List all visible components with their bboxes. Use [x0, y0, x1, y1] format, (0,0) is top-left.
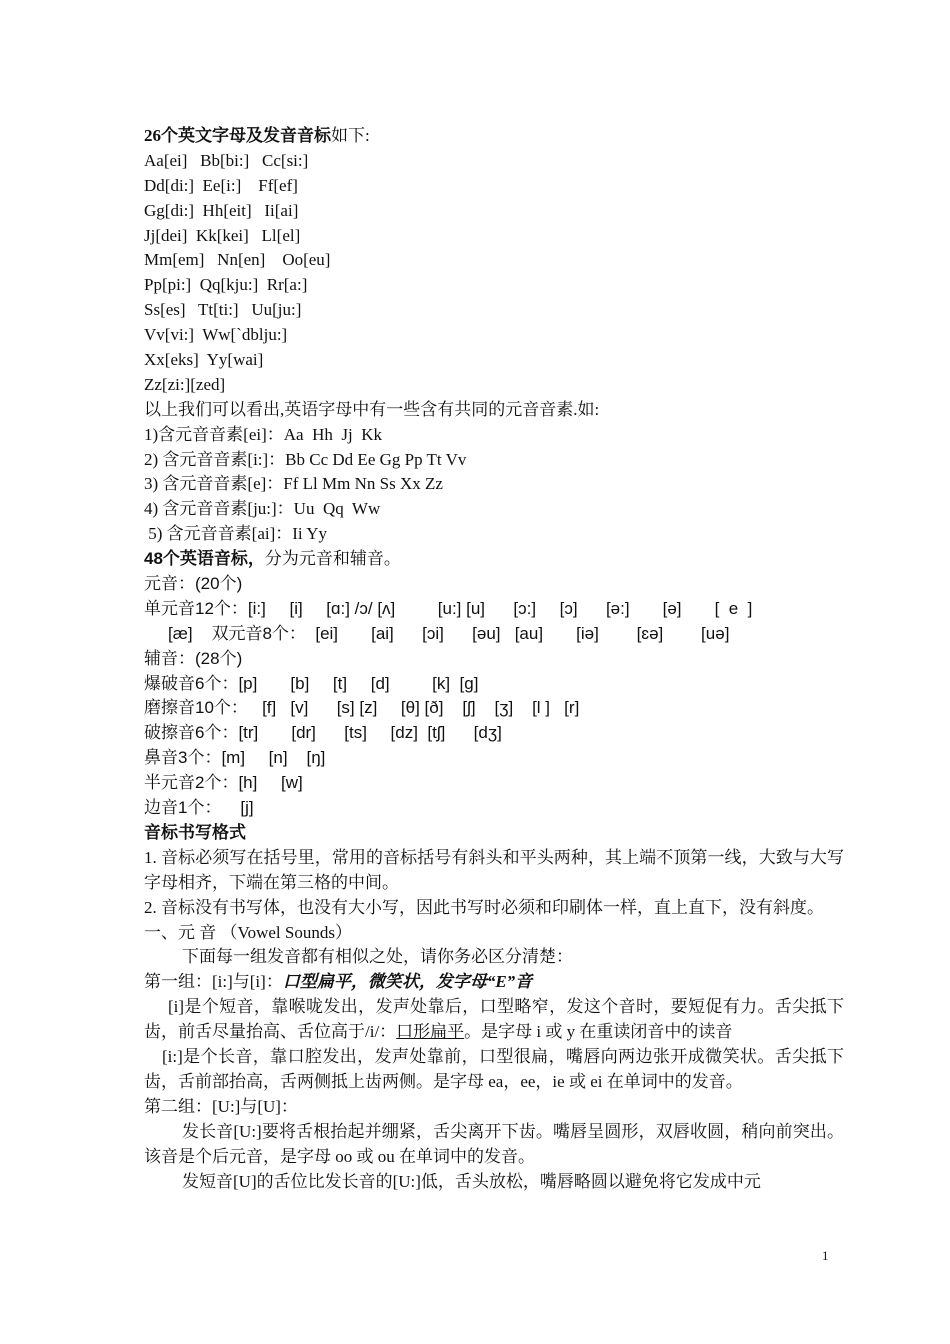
letter-row: Gg[di:] Hh[eit] Ii[ai] [144, 200, 299, 220]
paragraph-long-u-text: 发长音[U:]要将舌根抬起并绷紧，舌尖离开下齿。嘴唇呈圆形，双唇收圆，稍向前突出。该音是个后元音，是字母 oo 或 ou 在单词中的发音。 [144, 1121, 844, 1166]
letter-row: Mm[em] Nn[en] Oo[eu] [144, 250, 331, 270]
title-rest: 如下: [331, 126, 370, 145]
paragraph-short-u-text: 发短音[U]的舌位比发长音的[U:]低，舌头放松，嘴唇略圆以避免将它发成中元 [182, 1171, 761, 1191]
letter-row: Vv[vi:] Ww[`dblju:] [144, 325, 288, 345]
section-instruction: 下面每一组发音都有相似之处，请你务必区分清楚： [182, 947, 573, 967]
letter-row: Xx[eks] Yy[wai] [144, 350, 264, 370]
intro-text: 以上我们可以看出,英语字母中有一些含有共同的元音音素.如: [144, 399, 600, 419]
paragraph-short-i [144, 995, 844, 1045]
nasals-line: 鼻音3个：[m] [n] [ŋ] [144, 748, 326, 768]
vowel-group-item: 2) 含元音音素[i:]：Bb Cc Dd Ee Gg Pp Tt Vv [144, 449, 467, 469]
letter-row: Zz[zi:][zed] [144, 374, 226, 394]
vowel-group-list [144, 423, 844, 547]
phonetics-heading-bold: 48个英语音标， [144, 549, 265, 569]
letter-row: Dd[di:] Ee[i:] Ff[ef] [144, 175, 298, 195]
paragraph-long-u [144, 1120, 844, 1170]
document-body [144, 124, 844, 1194]
group1-label: 第一组：[i:]与[i]： [144, 972, 283, 992]
vowel-group-item: 4) 含元音音素[ju:]：Uu Qq Ww [144, 499, 381, 519]
paragraph-short-i-a: [i]是个短音，靠喉咙发出，发声处靠后，口型略窄，发这个音时，要短促有力。舌尖抵下齿，前舌尽量抬高、舌位高于/i/： [144, 997, 844, 1042]
paragraph-short-i-b: 。是字母 i 或 y 在重读闭音中的读音 [464, 1022, 733, 1042]
laterals-line: 边音1个： [j] [144, 798, 254, 818]
letter-row: Pp[pi:] Qq[kju:] Rr[a:] [144, 275, 308, 295]
monophthongs-line: 单元音12个：[i:] [i] [ɑ:] /ɔ/ [ʌ] [u:] [u] [ɔ:] [ɔ] [ə:] [ə] [ e ] [144, 598, 753, 618]
fricatives-line: 磨擦音10个： [f] [v] [s] [z] [θ] [ð] [ʃ] [ʒ] [l ] [r] [144, 698, 580, 718]
consonants-label: 辅音：(28个) [144, 648, 243, 668]
vowel-group-item: 5) 含元音音素[ai]：Ii Yy [144, 524, 328, 544]
phonetics-heading-rest: 分为元音和辅音。 [264, 549, 401, 569]
page-number: 1 [822, 1248, 829, 1263]
phonetics-heading [144, 547, 844, 572]
group1-heading [144, 970, 844, 995]
letter-list [144, 149, 844, 398]
paragraph-short-i-underline: 口形扁平 [396, 1022, 465, 1042]
vowel-group-item: 3) 含元音音素[e]：Ff Ll Mm Nn Ss Xx Zz [144, 474, 443, 494]
affricates-line: 破擦音6个：[tr] [dr] [ts] [dz] [tʃ] [dʒ] [144, 723, 502, 743]
group2-heading: 第二组：[U:]与[U]： [144, 1096, 298, 1116]
format-paragraph: 1. 音标必须写在括号里，常用的音标括号有斜头和平头两种，其上端不顶第一线，大致与大写字母相齐，下端在第三格的中间。 [144, 847, 844, 892]
title-line [144, 124, 844, 149]
format-heading: 音标书写格式 [144, 822, 246, 842]
letter-row: Aa[ei] Bb[bi:] Cc[si:] [144, 150, 309, 170]
semivowels-line: 半元音2个：[h] [w] [144, 773, 303, 793]
vowels-label: 元音：(20个) [144, 574, 243, 594]
letter-row: Jj[dei] Kk[kei] Ll[el] [144, 225, 301, 245]
section-heading: 一、元 音 （Vowel Sounds） [144, 922, 352, 942]
letter-row: Ss[es] Tt[ti:] Uu[ju:] [144, 300, 302, 320]
vowel-group-item: 1)含元音音素[ei]：Aa Hh Jj Kk [144, 424, 382, 444]
format-paragraph: 2. 音标没有书写体，也没有大小写，因此书写时必须和印刷体一样，直上直下，没有斜度。 [144, 897, 824, 917]
title-bold: 26个英文字母及发音音标 [144, 126, 331, 145]
diphthongs-line: [æ] 双元音8个： [ei] [ai] [ɔi] [əu] [au] [iə] [ɛə] [uə] [168, 623, 730, 643]
group1-hint: 口型扁平，微笑状，发字母“E”音 [282, 972, 533, 992]
paragraph-short-u [144, 1170, 844, 1195]
paragraph-long-i [144, 1045, 844, 1095]
paragraph-long-i-text: [i:]是个长音，靠口腔发出，发声处靠前，口型很扁，嘴唇向两边张开成微笑状。舌尖抵下齿，舌前部抬高，舌两侧抵上齿两侧。是字母 ea，ee，ie 或 ei 在单词中的发音。 [144, 1047, 844, 1091]
plosives-line: 爆破音6个：[p] [b] [t] [d] [k] [g] [144, 673, 479, 693]
